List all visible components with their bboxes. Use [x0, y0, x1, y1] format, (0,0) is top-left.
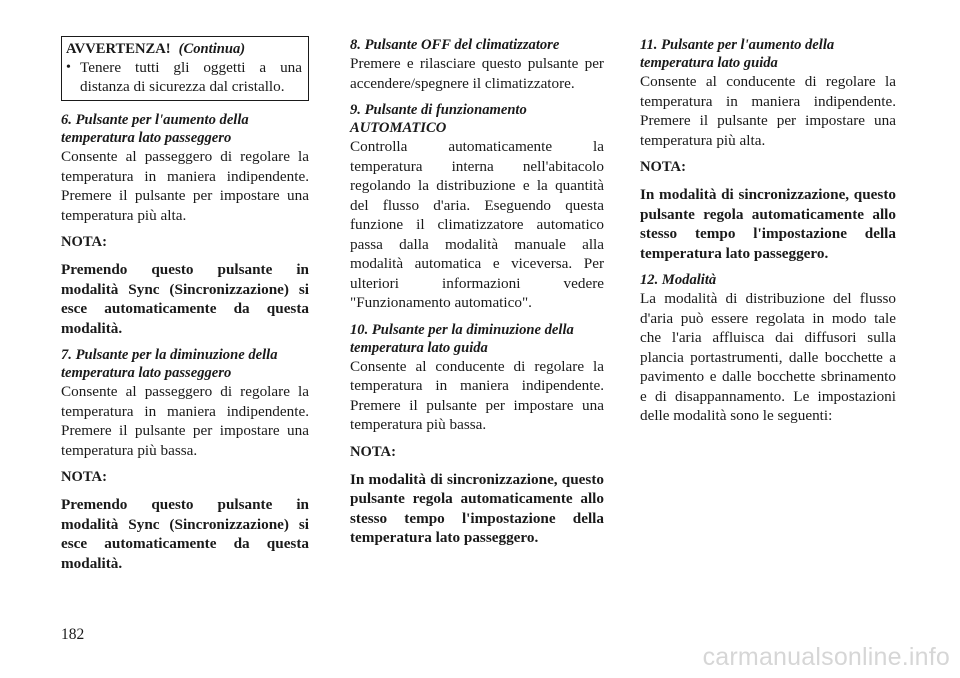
section-12-text: La modalità di distribuzione del flusso d'aria può essere regolata in modo tale che l'aria affluisca dai diffusori sulla plancia portastrumenti, dalle bocchette a pavimento e dalle bocchette sbrinamento e di disappannamento. Le impostazioni delle modalità sono le seguenti: — [640, 290, 896, 424]
warning-label: AVVERTENZA! — [66, 41, 171, 57]
section-10-text: Consente al conducente di regolare la temperatura in maniera indipendente. Premere il pulsante per impostare una temperatura più bassa. — [350, 357, 604, 433]
warning-bullet-text: Tenere tutti gli oggetti a una distanza di sicurezza dal cristallo. — [80, 59, 302, 95]
section-8-heading: 8. Pulsante OFF del climatizzatore — [350, 37, 560, 53]
warning-box — [61, 36, 309, 101]
section-8-text: Premere e rilasciare questo pulsante per accendere/spegnere il climatizzatore. — [350, 55, 604, 92]
note-1-text: Premendo questo pulsante in modalità Sync (Sincronizzazione) si esce automaticamente da questa modalità. — [61, 261, 309, 337]
section-12-heading: 12. Modalità — [640, 272, 717, 288]
note-2-text: Premendo questo pulsante in modalità Sync (Sincronizzazione) si esce automaticamente da questa modalità. — [61, 496, 309, 572]
note-2-label: NOTA: — [61, 469, 107, 485]
bullet-icon: • — [66, 60, 71, 75]
middle-column — [350, 36, 604, 556]
note-1-label: NOTA: — [61, 234, 107, 250]
note-4-label: NOTA: — [640, 159, 686, 175]
warning-bullet — [66, 58, 302, 96]
section-9-text: Controlla automaticamente la temperatura interna nell'abitacolo regolando la distribuzione e la quantità del flusso d'aria. Eseguendo questa funzione il climatizzatore automatico passa dalla modalità manuale alla modalità automatica e viceversa. Per ulteriori informazioni vedere "Funzionamento automatico". — [350, 138, 604, 311]
section-6-text: Consente al passeggero di regolare la temperatura in maniera indipendente. Premere il pulsante per impostare una temperatura più alta. — [61, 148, 309, 224]
section-11-text: Consente al conducente di regolare la temperatura in maniera indipendente. Premere il pulsante per impostare una temperatura più alta. — [640, 73, 896, 149]
note-3-text: In modalità di sincronizzazione, questo pulsante regola automaticamente allo stesso tempo l'impostazione della temperatura lato passeggero. — [350, 470, 604, 546]
section-7-heading: 7. Pulsante per la diminuzione della temperatura lato passeggero — [61, 347, 278, 381]
page-number: 182 — [61, 626, 85, 643]
warning-title — [66, 40, 302, 58]
note-4-text: In modalità di sincronizzazione, questo pulsante regola automaticamente allo stesso tempo l'impostazione della temperatura lato passeggero. — [640, 186, 896, 262]
right-column — [640, 36, 896, 434]
section-9-heading: 9. Pulsante di funzionamento AUTOMATICO — [350, 102, 527, 136]
left-column — [61, 36, 309, 581]
section-6-heading: 6. Pulsante per l'aumento della temperatura lato passeggero — [61, 112, 249, 146]
section-7-text: Consente al passeggero di regolare la temperatura in maniera indipendente. Premere il pulsante per impostare una temperatura più bassa. — [61, 383, 309, 459]
section-10-heading: 10. Pulsante per la diminuzione della temperatura lato guida — [350, 321, 574, 356]
warning-continued: (Continua) — [178, 41, 246, 57]
watermark-link[interactable]: carmanualsonline.info — [702, 643, 950, 671]
note-3-label: NOTA: — [350, 443, 396, 460]
section-11-heading: 11. Pulsante per l'aumento della temperatura lato guida — [640, 37, 835, 71]
